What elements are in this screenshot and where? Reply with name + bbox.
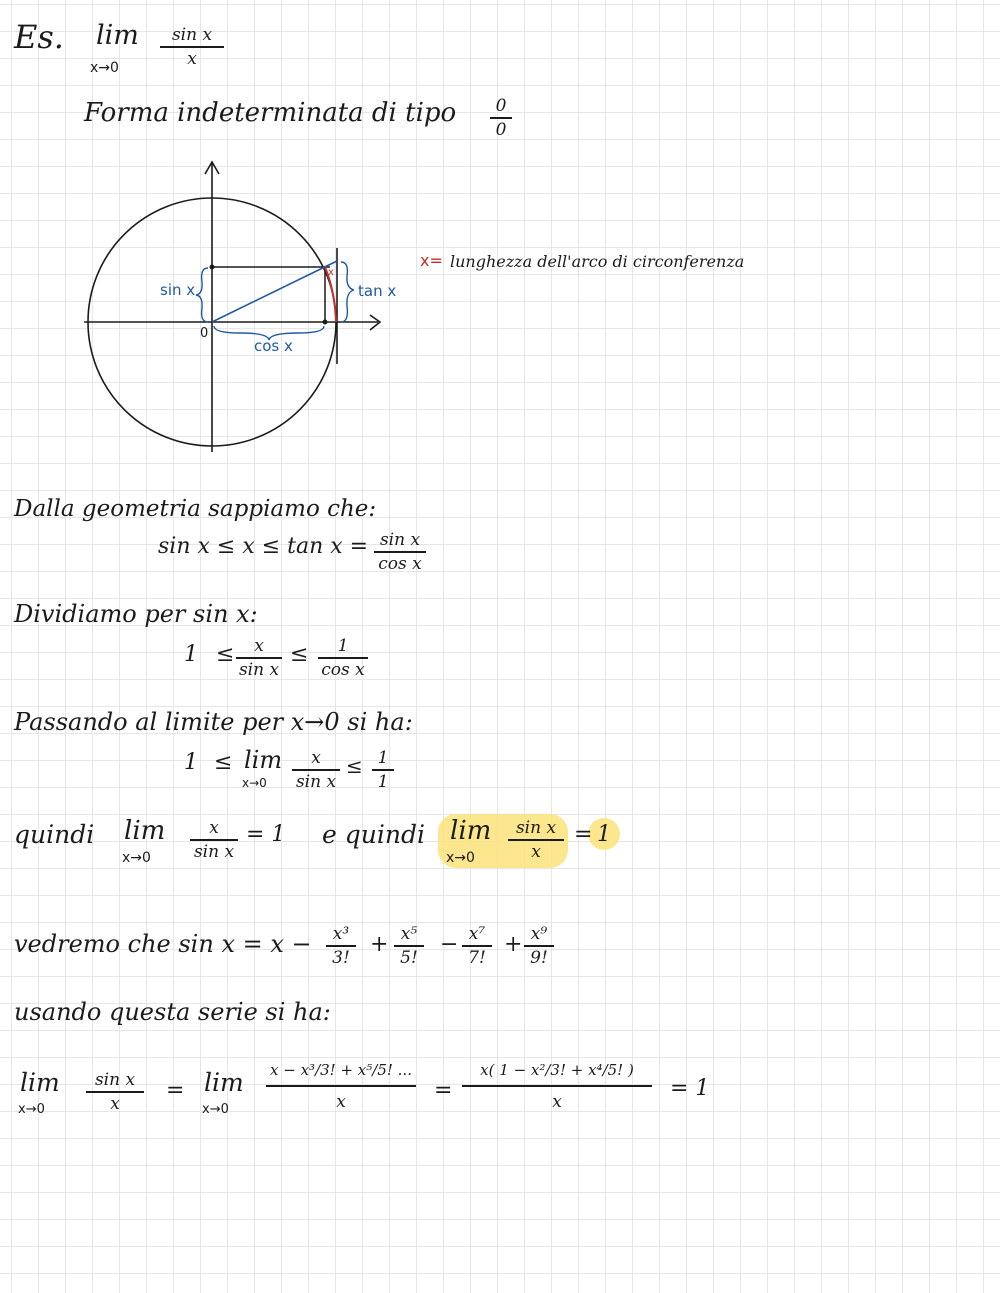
conclusion-num2: sin x bbox=[515, 818, 557, 838]
conclusion-lim2: lim bbox=[450, 816, 492, 846]
limit-le1: ≤ bbox=[214, 750, 233, 775]
divide-den1: sin x bbox=[238, 659, 280, 680]
point-sin bbox=[210, 265, 215, 270]
fraction-bar bbox=[490, 117, 512, 119]
divide-fraction-2 bbox=[318, 636, 368, 680]
final-fraction-1 bbox=[86, 1070, 144, 1114]
conclusion-fraction-2 bbox=[508, 818, 564, 862]
divide-one: 1 bbox=[184, 642, 198, 667]
lim-subscript: x→0 bbox=[90, 60, 119, 76]
series-t4-den: 9! bbox=[530, 947, 548, 968]
fraction-bar bbox=[160, 46, 224, 48]
arc-x-label: x bbox=[328, 267, 334, 278]
indeterminate-text: Forma indeterminata di tipo bbox=[84, 98, 457, 128]
conclusion-eq1: = 1 bbox=[246, 822, 286, 847]
conclusion-den2: x bbox=[531, 841, 541, 862]
unit-circle-diagram bbox=[0, 150, 420, 460]
series-t1-den: 3! bbox=[332, 947, 350, 968]
conclusion-eq2: = bbox=[574, 822, 593, 847]
final-lim1: lim bbox=[20, 1068, 60, 1097]
series-term-4 bbox=[524, 924, 554, 968]
series-t1-num: x³ bbox=[332, 924, 350, 944]
fraction-bar bbox=[372, 769, 394, 771]
final-den3: x bbox=[552, 1091, 562, 1112]
series-t2-den: 5! bbox=[400, 947, 418, 968]
final-den2: x bbox=[336, 1091, 346, 1112]
legend-x: x= bbox=[420, 251, 443, 270]
limit-fraction bbox=[292, 748, 340, 792]
limit-den: sin x bbox=[295, 771, 337, 792]
limit-num: x bbox=[311, 748, 321, 768]
conclusion-result: 1 bbox=[597, 822, 611, 847]
divide-den2: cos x bbox=[321, 659, 365, 680]
origin-label: 0 bbox=[200, 326, 209, 341]
series-intro: vedremo che sin x = x − bbox=[14, 930, 312, 958]
series-term-3 bbox=[462, 924, 492, 968]
divide-fraction-1 bbox=[236, 636, 282, 680]
limit-lim: lim bbox=[244, 746, 283, 774]
using-text: usando questa serie si ha: bbox=[14, 998, 331, 1026]
final-fraction-2 bbox=[266, 1060, 416, 1112]
radius-line bbox=[212, 261, 337, 322]
header-fraction-num: sin x bbox=[171, 25, 213, 45]
fraction-bar bbox=[462, 1085, 652, 1087]
divide-num2: 1 bbox=[337, 636, 349, 656]
divide-num1: x bbox=[254, 636, 264, 656]
conclusion-equindi: e quindi bbox=[322, 820, 425, 849]
conclusion-den1: sin x bbox=[193, 841, 235, 862]
limit-intro: Passando al limite per x→0 si ha: bbox=[14, 708, 413, 736]
fraction-bar bbox=[374, 551, 426, 553]
header-fraction bbox=[160, 25, 224, 69]
series-t3-den: 7! bbox=[468, 947, 486, 968]
series-t3-num: x⁷ bbox=[468, 924, 486, 944]
fraction-bar bbox=[292, 769, 340, 771]
divide-le2: ≤ bbox=[290, 642, 309, 667]
conclusion-quindi: quindi bbox=[14, 820, 95, 849]
fraction-bar bbox=[86, 1091, 144, 1093]
sin-label: sin x bbox=[160, 281, 196, 299]
indeterminate-fraction bbox=[490, 96, 512, 140]
conclusion-lim1: lim bbox=[124, 816, 166, 846]
fraction-bar bbox=[266, 1085, 416, 1087]
fraction-bar bbox=[462, 945, 492, 947]
conclusion-sub1: x→0 bbox=[122, 850, 151, 866]
point-cos bbox=[323, 320, 328, 325]
fraction-bar bbox=[190, 839, 238, 841]
limit-den2: 1 bbox=[377, 771, 389, 792]
limit-le2: ≤ bbox=[346, 754, 363, 778]
series-term-1 bbox=[326, 924, 356, 968]
limit-one: 1 bbox=[184, 750, 198, 775]
fraction-bar bbox=[318, 657, 368, 659]
limit-fraction-2 bbox=[372, 748, 394, 792]
final-lim2: lim bbox=[204, 1068, 244, 1097]
limit-sub: x→0 bbox=[242, 776, 267, 790]
divide-le1: ≤ bbox=[216, 642, 235, 667]
header-fraction-den: x bbox=[187, 48, 197, 69]
series-t4-num: x⁹ bbox=[530, 924, 548, 944]
sin-brace bbox=[196, 268, 208, 322]
indeterminate-den: 0 bbox=[495, 119, 507, 140]
geometry-num: sin x bbox=[379, 530, 421, 550]
final-den1: x bbox=[110, 1093, 120, 1114]
limit-num2: 1 bbox=[377, 748, 389, 768]
series-t2-num: x⁵ bbox=[400, 924, 418, 944]
fraction-bar bbox=[236, 657, 282, 659]
final-num2: x − x³/3! + x⁵/5! ... bbox=[270, 1061, 412, 1079]
final-num1: sin x bbox=[94, 1070, 136, 1090]
conclusion-fraction-1 bbox=[190, 818, 238, 862]
series-term-2 bbox=[394, 924, 424, 968]
fraction-bar bbox=[524, 945, 554, 947]
tan-label: tan x bbox=[358, 282, 397, 300]
legend-text: lunghezza dell'arco di circonferenza bbox=[450, 252, 745, 271]
lim-word: lim bbox=[96, 20, 139, 51]
series-plus2: + bbox=[504, 932, 523, 957]
conclusion-sub2: x→0 bbox=[446, 850, 475, 866]
geometry-fraction bbox=[374, 530, 426, 574]
series-minus1: − bbox=[440, 932, 459, 957]
final-sub2: x→0 bbox=[202, 1102, 229, 1117]
example-label: Es. bbox=[14, 18, 64, 56]
fraction-bar bbox=[394, 945, 424, 947]
final-fraction-3 bbox=[462, 1060, 652, 1112]
fraction-bar bbox=[508, 839, 564, 841]
fraction-bar bbox=[326, 945, 356, 947]
conclusion-num1: x bbox=[209, 818, 219, 838]
final-eq1: = bbox=[166, 1078, 185, 1103]
divide-intro: Dividiamo per sin x: bbox=[14, 600, 258, 628]
geometry-den: cos x bbox=[378, 553, 422, 574]
final-num3: x( 1 − x²/3! + x⁴/5! ) bbox=[480, 1061, 634, 1079]
series-plus1: + bbox=[370, 932, 389, 957]
tan-brace bbox=[341, 262, 354, 322]
final-sub1: x→0 bbox=[18, 1102, 45, 1117]
final-eq2: = bbox=[434, 1078, 453, 1103]
geometry-inequality: sin x ≤ x ≤ tan x = bbox=[158, 534, 369, 559]
final-eq3: = 1 bbox=[670, 1076, 710, 1101]
geometry-intro: Dalla geometria sappiamo che: bbox=[14, 496, 377, 522]
cos-label: cos x bbox=[254, 337, 293, 355]
indeterminate-num: 0 bbox=[495, 96, 507, 116]
